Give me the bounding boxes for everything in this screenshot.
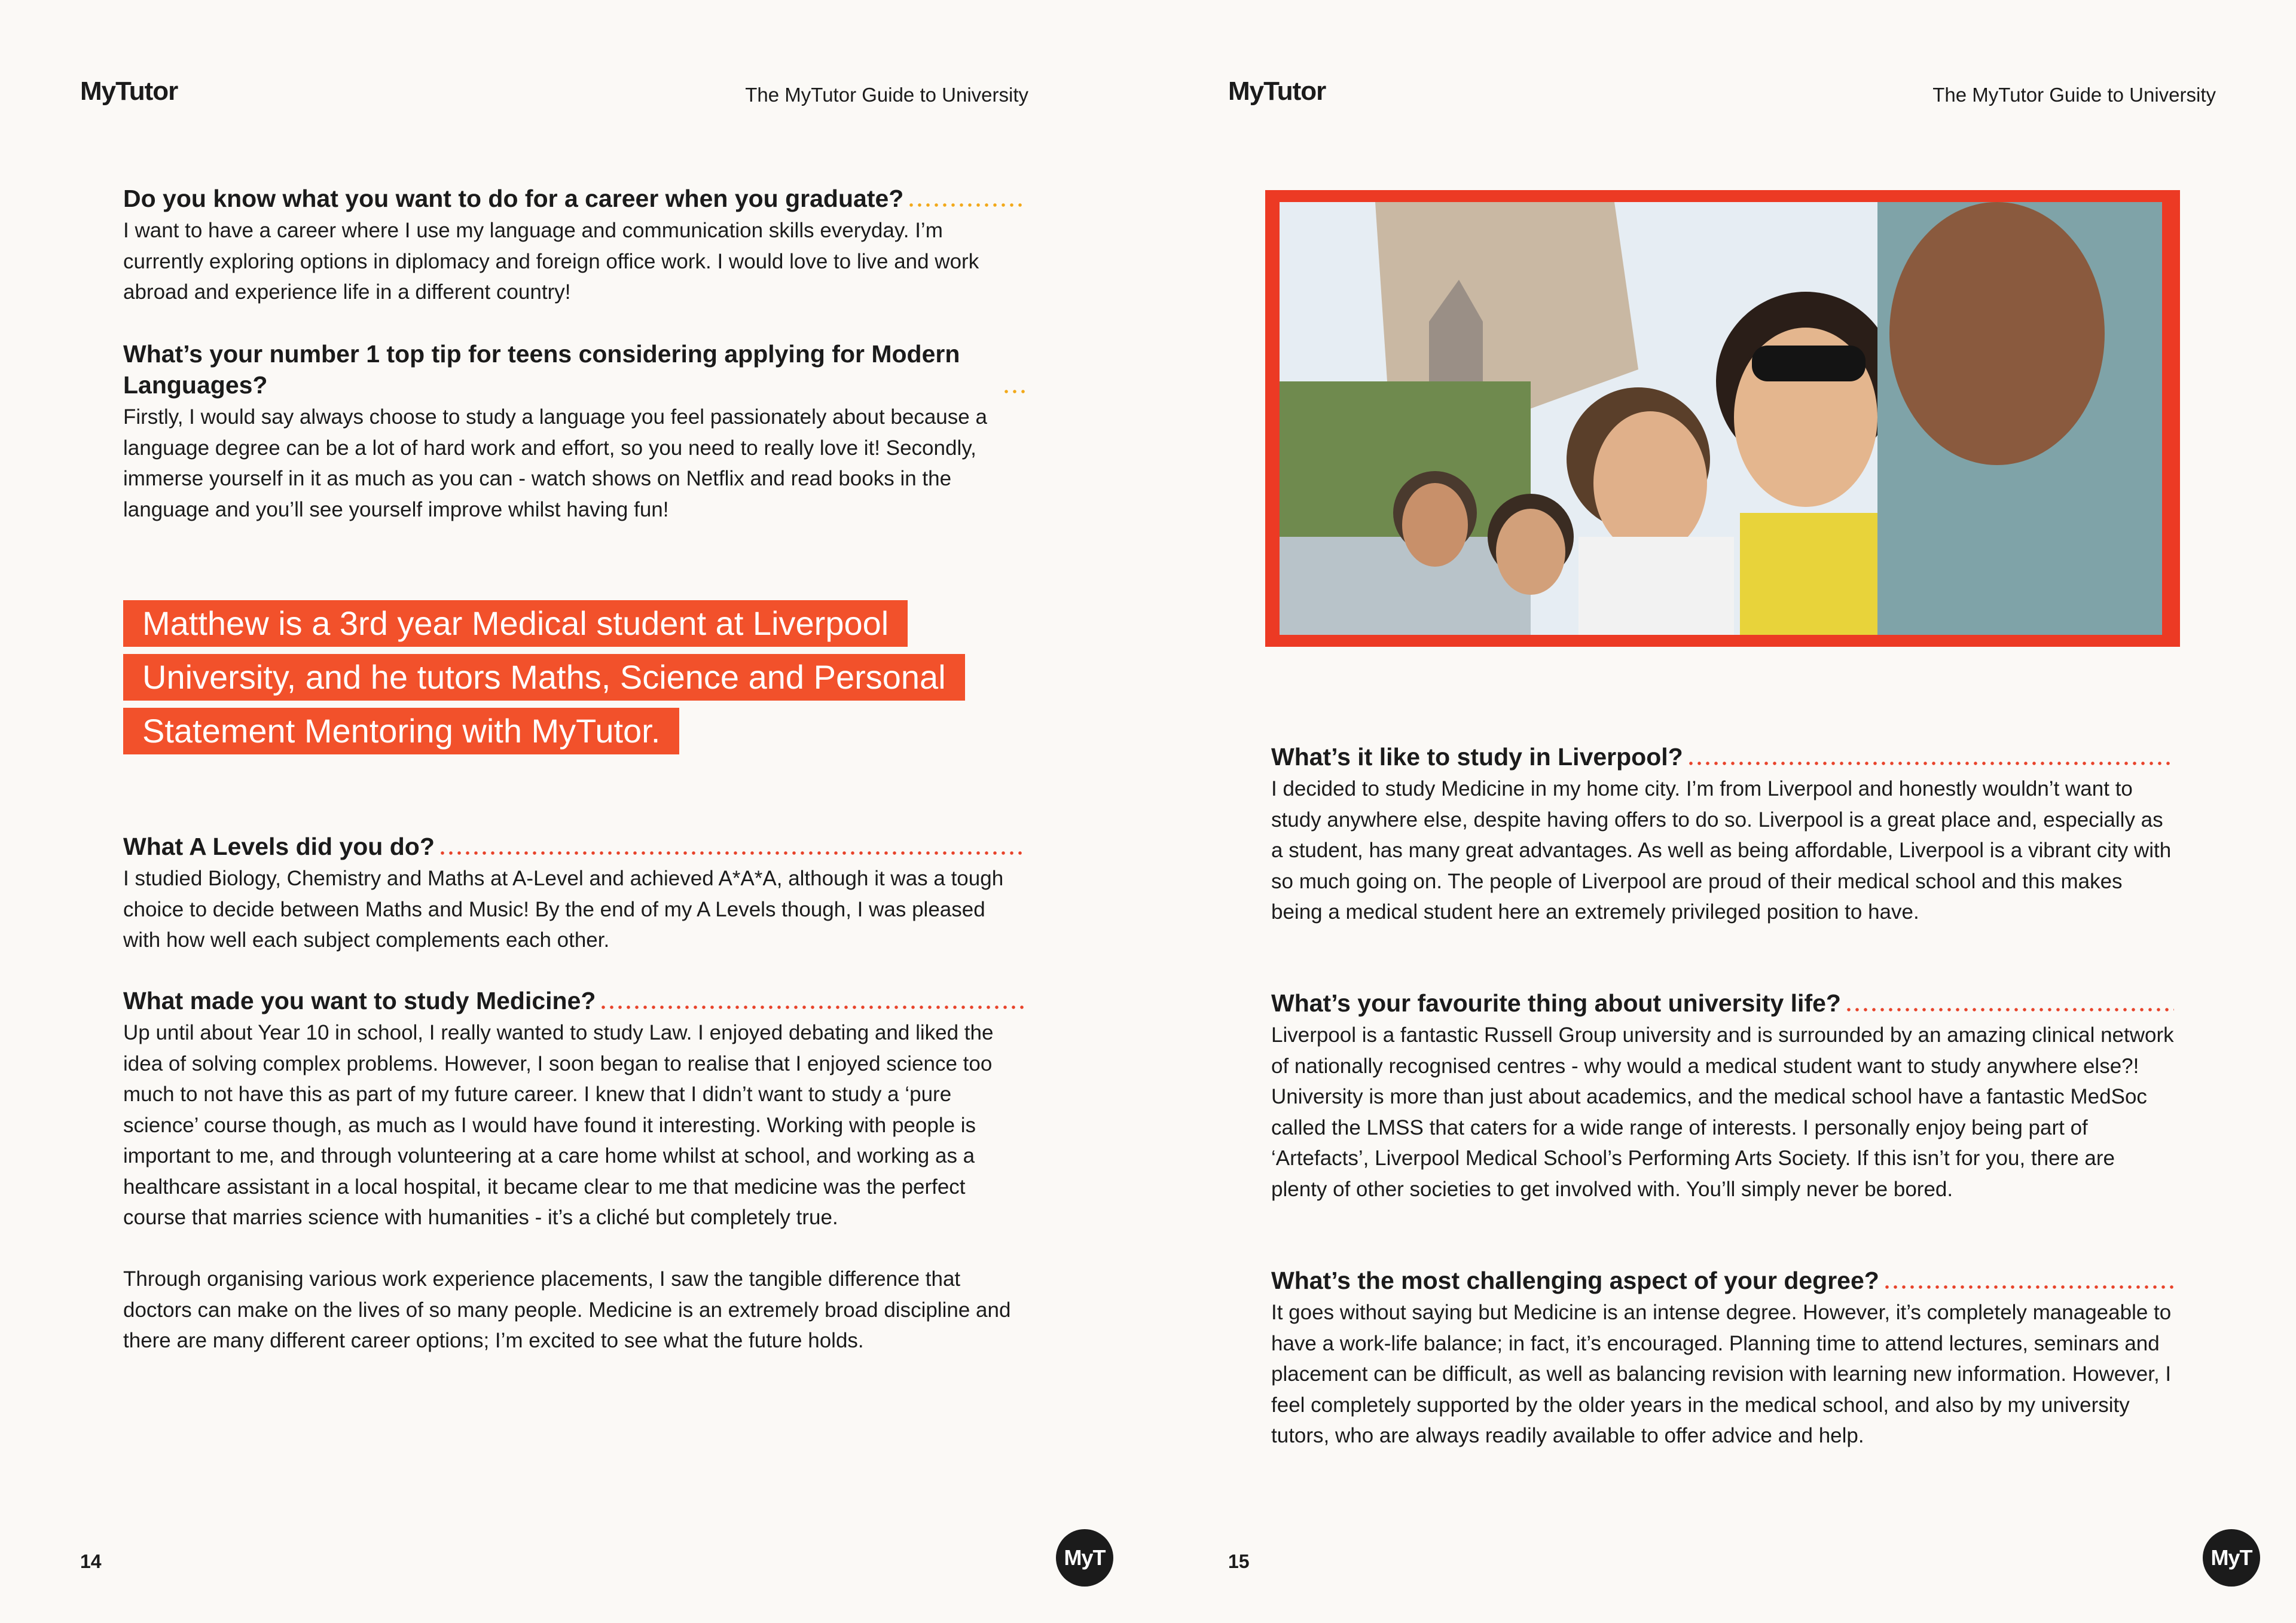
answer-text: Firstly, I would say always choose to study a language you feel passionately about because a language degree can be a lot of hard work and effort, so you need to really love it! Secondly, immerse yourself in it as much as you can - watch shows on Netflix and read books in the language and you’ll see yourself improve whilst having fun! [123, 405, 987, 521]
question-heading [123, 183, 1026, 214]
page-number: 15 [1228, 1551, 1250, 1572]
question-text: What’s it like to study in Liverpool? [1271, 743, 1683, 771]
dotted-leader [438, 850, 1026, 856]
question-text: What’s the most challenging aspect of your degree? [1271, 1267, 1879, 1294]
students-group-photo [1280, 202, 2162, 635]
mytutor-badge-icon: MyT [1056, 1529, 1113, 1587]
photo-illustration [1280, 202, 2162, 635]
dotted-leader [907, 202, 1026, 208]
qa-favourite-thing [1271, 988, 2174, 1205]
question-text: What A Levels did you do? [123, 833, 435, 860]
dotted-leader [1002, 389, 1026, 395]
answer-text: Liverpool is a fantastic Russell Group university and is surrounded by an amazing clinical network of nationally recognised centres - why would a medical student want to study anywhere else?! University is more than just about academics, and the medical school have a fantastic MedSoc called the LMSS that caters for a wide range of interests. I personally enjoy being part of ‘Artefacts’, Liverpool Medical School’s Performing Arts Society. If this isn’t for you, there are plenty of other societies to get involved with. You’ll simply never be bored. [1271, 1023, 2174, 1201]
dotted-leader [1687, 760, 2174, 766]
dotted-leader [1883, 1284, 2174, 1290]
qa-study-liverpool [1271, 741, 2174, 928]
qa-a-levels [123, 831, 1026, 956]
question-heading [123, 985, 1026, 1016]
mytutor-logo: MyTutor [1228, 77, 1326, 106]
question-heading [123, 831, 1026, 862]
question-heading [1271, 988, 2174, 1019]
answer-text: I decided to study Medicine in my home city. I’m from Liverpool and honestly wouldn’t want to study anywhere else, despite having offers to do so. Liverpool is a great place and, especially as a student, has many great advantages. As well as being affordable, Liverpool is a vibrant city with so much going on. The people of Liverpool are proud of their medical school and this makes being a medical student here an extremely privileged position to have. [1271, 777, 2172, 924]
question-heading [123, 338, 1026, 401]
header-title: The MyTutor Guide to University [1932, 84, 2216, 106]
header-title: The MyTutor Guide to University [745, 84, 1028, 106]
dotted-leader [1845, 1007, 2174, 1013]
callout-line: Matthew is a 3rd year Medical student at Liverpool [123, 600, 908, 647]
answer-text: It goes without saying but Medicine is an intense degree. However, it’s completely manageable to have a work-life balance; in fact, it’s encouraged. Planning time to attend lectures, seminars and placement can be difficult, as well as balancing revision with learning new information. However, I feel completely supported by the older years in the medical school, and also by my university tutors, who are always readily available to offer advice and help. [1271, 1301, 2172, 1447]
question-text: What’s your favourite thing about university life? [1271, 989, 1841, 1017]
qa-why-medicine [123, 985, 1026, 1356]
question-text: What’s your number 1 top tip for teens considering applying for Modern Languages? [123, 340, 960, 399]
question-heading [1271, 1265, 2174, 1296]
answer-text: Up until about Year 10 in school, I really wanted to study Law. I enjoyed debating and liked the idea of solving complex problems. However, I soon began to realise that I enjoyed science too much to not have this as part of my future career. I knew that I didn’t want to study a ‘pure science’ course though, as much as I would have found it interesting. Working with people is important to me, and through volunteering at a care home whilst at school, and working as a healthcare assistant in a local hospital, it became clear to me that medicine was the perfect course that marries science with humanities - it’s a cliché but completely true. Through organising various work experience placements, I saw the tangible difference that doctors can make on the lives of so many people. Medicine is an extremely broad discipline and there are many different career options; I’m excited to see what the future holds. [123, 1021, 1011, 1352]
question-text: Do you know what you want to do for a career when you graduate? [123, 185, 904, 212]
qa-career [123, 183, 1026, 308]
qa-top-tip [123, 338, 1026, 525]
student-photo-frame [1265, 190, 2180, 647]
question-text: What made you want to study Medicine? [123, 987, 596, 1014]
mytutor-logo: MyTutor [80, 77, 178, 106]
dotted-leader [599, 1004, 1026, 1010]
question-heading [1271, 741, 2174, 772]
callout-line: Statement Mentoring with MyTutor. [123, 708, 679, 754]
page-number: 14 [80, 1551, 102, 1572]
callout-line: University, and he tutors Maths, Science and Personal [123, 654, 965, 701]
student-intro-callout [123, 600, 972, 762]
qa-challenging-aspect [1271, 1265, 2174, 1451]
mytutor-badge-icon: MyT [2203, 1529, 2260, 1587]
answer-text: I studied Biology, Chemistry and Maths at A-Level and achieved A*A*A, although it was a tough choice to decide between Maths and Music! By the end of my A Levels though, I was pleased with how well each subject complements each other. [123, 867, 1004, 952]
answer-text: I want to have a career where I use my language and communication skills everyday. I’m currently exploring options in diplomacy and foreign office work. I would love to live and work abroad and experience life in a different country! [123, 219, 979, 304]
